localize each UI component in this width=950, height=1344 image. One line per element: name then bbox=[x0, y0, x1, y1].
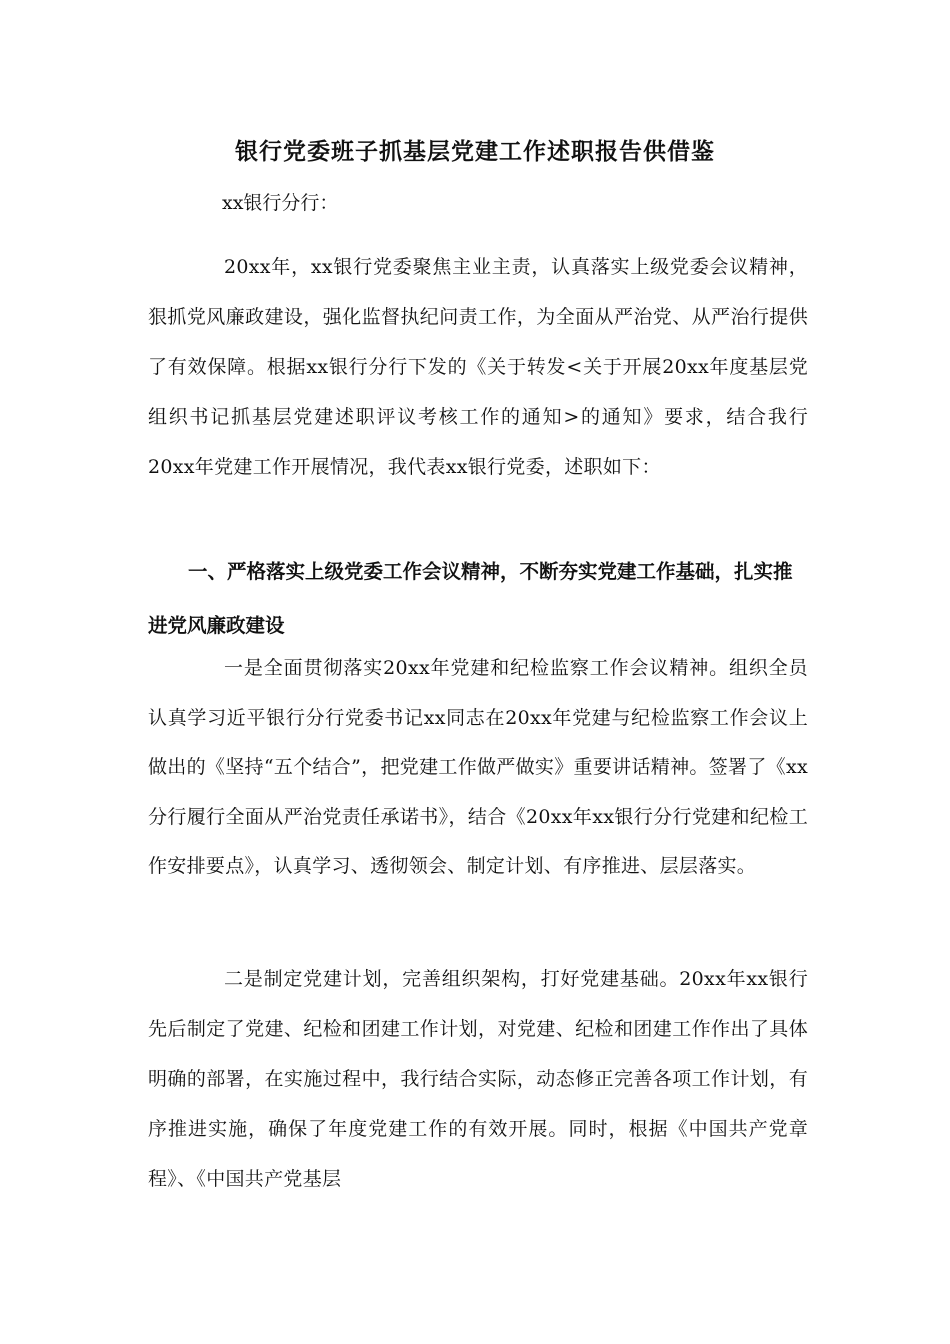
paragraph-intro: 20xx年，xx银行党委聚焦主业主责，认真落实上级党委会议精神，狠抓党风廉政建设，强化监督执纪问责工作，为全面从严治党、从严治行提供了有效保障。根据xx银行分行下发的《关于转发<关于开展20xx年度基层党组织书记抓基层党建述职评议考核工作的通知>的通知》要求，结合我行20xx年党建工作开展情况，我代表xx银行党委，述职如下： bbox=[148, 256, 808, 478]
paragraph-point-1: 一是全面贯彻落实20xx年党建和纪检监察工作会议精神。组织全员认真学习近平银行分行党委书记xx同志在20xx年党建与纪检监察工作会议上做出的《坚持“五个结合”，把党建工作做严做实》重要讲话精神。签署了《xx分行履行全面从严治党责任承诺书》，结合《20xx年xx银行分行党建和纪检工作安排要点》，认真学习、透彻领会、制定计划、有序推进、层层落实。 bbox=[148, 657, 808, 878]
salutation: xx银行分行： bbox=[222, 192, 339, 214]
paragraph-point-2: 二是制定党建计划，完善组织架构，打好党建基础。20xx年xx银行先后制定了党建、纪检和团建工作计划，对党建、纪检和团建工作作出了具体明确的部署，在实施过程中，我行结合实际，动态修正完善各项工作计划，有序推进实施，确保了年度党建工作的有效开展。同时，根据《中国共产党章程》、《中国共产党基层 bbox=[148, 968, 808, 1190]
document-title: 银行党委班子抓基层党建工作述职报告供借鉴 bbox=[235, 138, 715, 165]
section-heading-1: 一、严格落实上级党委工作会议精神，不断夯实党建工作基础，扎实推进党风廉政建设 bbox=[148, 560, 793, 637]
